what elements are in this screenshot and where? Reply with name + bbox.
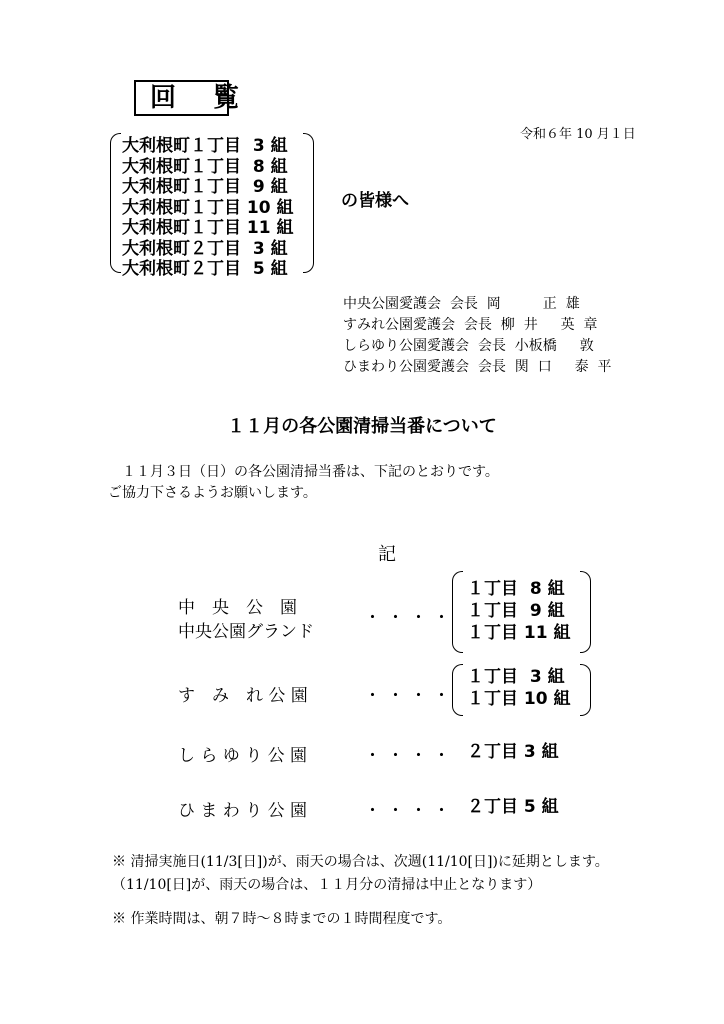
group-item: １丁目 3 組 [467, 667, 565, 687]
leader-dots: ・・・・ [364, 746, 456, 766]
sumire-groups [467, 666, 571, 710]
recipient-address: 大利根町２丁目 3 組 [122, 238, 288, 259]
shirayuri-group: ２丁目 3 組 [467, 742, 559, 762]
subject-heading: １１月の各公園清掃当番について [227, 416, 497, 437]
park-chuo: 中 央 公 園 [178, 598, 297, 618]
himawari-group: ２丁目 5 組 [467, 797, 559, 817]
leader-dots: ・・・・ [364, 686, 456, 706]
recipient-address: 大利根町１丁目 8 組 [122, 156, 288, 177]
sender-line: ひまわり公園愛護会 会長 関 口 泰 平 [343, 359, 612, 375]
note-rain-cancel: （11/10[日]が、雨天の場合は、１１月分の清掃は中止となります） [112, 877, 542, 893]
recipients-brace-right [303, 133, 314, 273]
recipients-list [122, 136, 294, 280]
chuo-brace-left [452, 571, 463, 653]
senders-list [343, 294, 612, 378]
document-title: 回 覧 [134, 80, 229, 116]
park-chuo-grand: 中央公園グランド [178, 622, 314, 642]
body-text [108, 462, 499, 504]
note-work-hours: ※ 作業時間は、朝７時～８時までの１時間程度です。 [112, 911, 452, 927]
sender-line: しらゆり公園愛護会 会長 小板橋 敦 [343, 338, 594, 354]
body-line: １１月３日（日）の各公園清掃当番は、下記のとおりです。 [108, 464, 499, 480]
sender-line: すみれ公園愛護会 会長 柳 井 英 章 [343, 317, 598, 333]
issue-date: 令和６年 10 月１日 [520, 127, 636, 142]
recipients-suffix: の皆様へ [341, 191, 409, 211]
group-item: １丁目 9 組 [467, 601, 565, 621]
recipient-address: 大利根町１丁目 11 組 [122, 218, 294, 238]
sumire-brace-left [452, 664, 463, 716]
chuo-brace-right [580, 571, 591, 653]
body-line: ご協力下さるようお願いします。 [108, 485, 317, 501]
recipient-address: 大利根町１丁目 9 組 [122, 177, 288, 197]
group-item: １丁目 11 組 [467, 623, 571, 643]
ki-heading: 記 [378, 544, 396, 565]
recipients-brace-left [110, 133, 121, 273]
sender-line: 中央公園愛護会 会長 岡 正 雄 [343, 296, 580, 312]
park-shirayuri: し ら ゆ り 公 園 [178, 746, 308, 766]
group-item: １丁目 8 組 [467, 579, 565, 599]
recipient-address: 大利根町１丁目 3 組 [122, 136, 288, 156]
chuo-groups [467, 578, 571, 644]
recipient-address: 大利根町２丁目 5 組 [122, 259, 288, 279]
leader-dots: ・・・・ [364, 801, 456, 821]
park-himawari: ひ ま わ り 公 園 [178, 801, 308, 821]
sumire-brace-right [580, 664, 591, 716]
park-sumire: す み れ 公 園 [178, 686, 308, 706]
group-item: １丁目 10 組 [467, 689, 571, 709]
leader-dots: ・・・・ [364, 608, 456, 628]
note-rain-postpone: ※ 清掃実施日(11/3[日])が、雨天の場合は、次週(11/10[日])に延期とします。 [112, 854, 609, 870]
recipient-address: 大利根町１丁目 10 組 [122, 197, 294, 218]
